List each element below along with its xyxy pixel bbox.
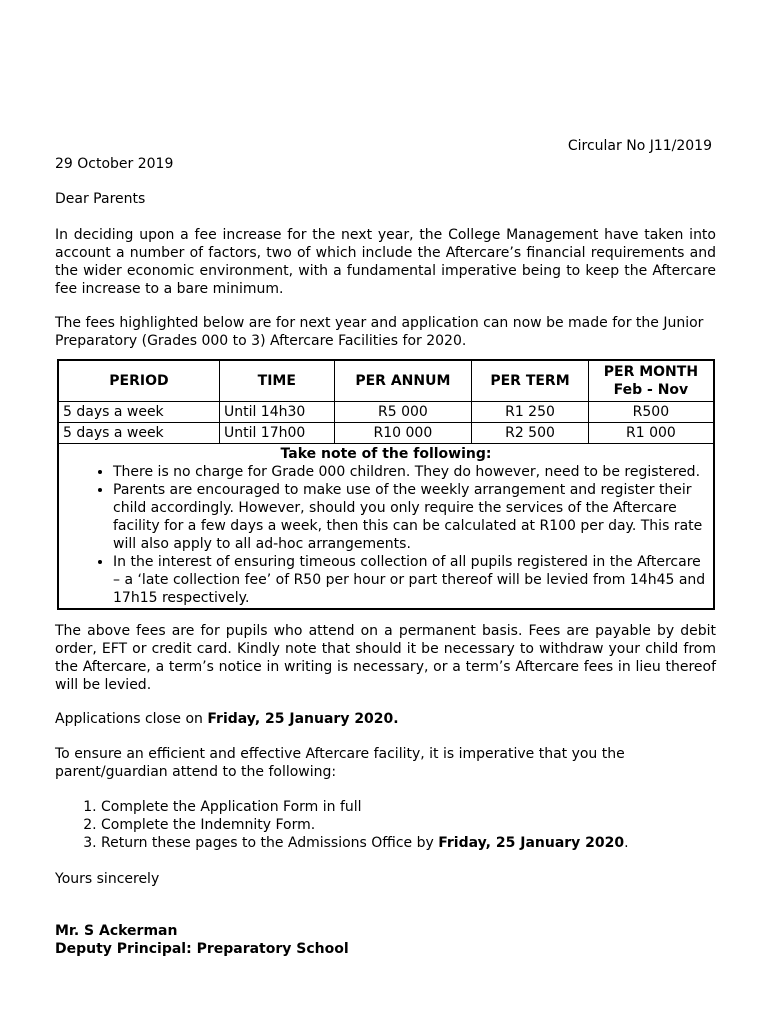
fees-table-header-row — [58, 360, 714, 402]
applications-close-prefix: Applications close on — [55, 711, 208, 727]
circular-number: Circular No J11/2019 — [567, 138, 712, 154]
cell-per-annum: R5 000 — [334, 402, 472, 423]
cell-time: Until 17h00 — [219, 423, 334, 444]
letter-date: 29 October 2019 — [55, 156, 174, 172]
list-item: 1. Complete the Application Form in full — [101, 798, 761, 816]
step3-suffix: . — [624, 835, 629, 851]
steps-list — [55, 798, 761, 852]
applications-close — [55, 710, 399, 728]
header-time: TIME — [219, 360, 334, 402]
cell-period: 5 days a week — [58, 423, 219, 444]
cell-time: Until 14h30 — [219, 402, 334, 423]
header-per-month-sub: Feb - Nov — [613, 382, 689, 398]
step3-date: Friday, 25 January 2020 — [438, 835, 625, 851]
table-row — [58, 423, 714, 444]
cell-per-annum: R10 000 — [334, 423, 472, 444]
table-row — [58, 402, 714, 423]
signatory-name: Mr. S Ackerman — [55, 923, 178, 939]
salutation: Dear Parents — [55, 191, 146, 207]
terms-paragraph: The above fees are for pupils who attend on a permanent basis. Fees are payable by debit order, EFT or credit card. Kindly note that should it be necessary to withdraw your child from the Aftercare, a term’s notice in writing is necessary, or a term’s Aftercare fees in lieu thereof will be levied. — [55, 623, 716, 693]
step3-prefix: Return these pages to the Admissions Office by — [101, 835, 439, 851]
notes-row — [58, 444, 714, 610]
closing: Yours sincerely — [55, 871, 160, 887]
applications-close-date: Friday, 25 January 2020. — [207, 711, 399, 727]
header-period: PERIOD — [58, 360, 219, 402]
list-item: • There is no charge for Grade 000 children. They do however, need to be registered. — [113, 463, 709, 481]
list-item: • In the interest of ensuring timeous collection of all pupils registered in the Aftercare – a ‘late collection fee’ of R50 per hour or part thereof will be levied from 14h45 and 17h15 respectively. — [113, 553, 709, 607]
fees-table — [57, 359, 715, 610]
list-item — [101, 834, 761, 852]
cell-per-term: R1 250 — [472, 402, 589, 423]
intro-paragraph: In deciding upon a fee increase for the next year, the College Management have taken into account a number of factors, two of which include the Aftercare’s financial requirements and the wider economic environment, with a fundamental imperative being to keep the Aftercare fee increase to a bare minimum. — [55, 227, 716, 297]
header-per-term: PER TERM — [472, 360, 589, 402]
cell-per-month: R500 — [588, 402, 714, 423]
cell-per-term: R2 500 — [472, 423, 589, 444]
notes-cell — [58, 444, 714, 610]
notes-title: Take note of the following: — [280, 446, 492, 462]
header-per-annum: PER ANNUM — [334, 360, 472, 402]
header-per-month-label: PER MONTH — [603, 364, 699, 380]
fees-intro-paragraph: The fees highlighted below are for next year and application can now be made for the Junior Preparatory (Grades 000 to 3) Aftercare Facilities for 2020. — [55, 315, 704, 349]
requirements-paragraph: To ensure an efficient and effective Aftercare facility, it is imperative that you the parent/guardian attend to the following: — [55, 746, 625, 780]
list-item: 2. Complete the Indemnity Form. — [101, 816, 761, 834]
cell-period: 5 days a week — [58, 402, 219, 423]
header-per-month — [588, 360, 714, 402]
notes-list — [63, 463, 709, 607]
list-item: • Parents are encouraged to make use of the weekly arrangement and register their child accordingly. However, should you only require the services of the Aftercare facility for a few days a week, then this can be calculated at R100 per day. This rate will also apply to all ad-hoc arrangements. — [113, 481, 709, 553]
signatory-title: Deputy Principal: Preparatory School — [55, 941, 349, 957]
cell-per-month: R1 000 — [588, 423, 714, 444]
